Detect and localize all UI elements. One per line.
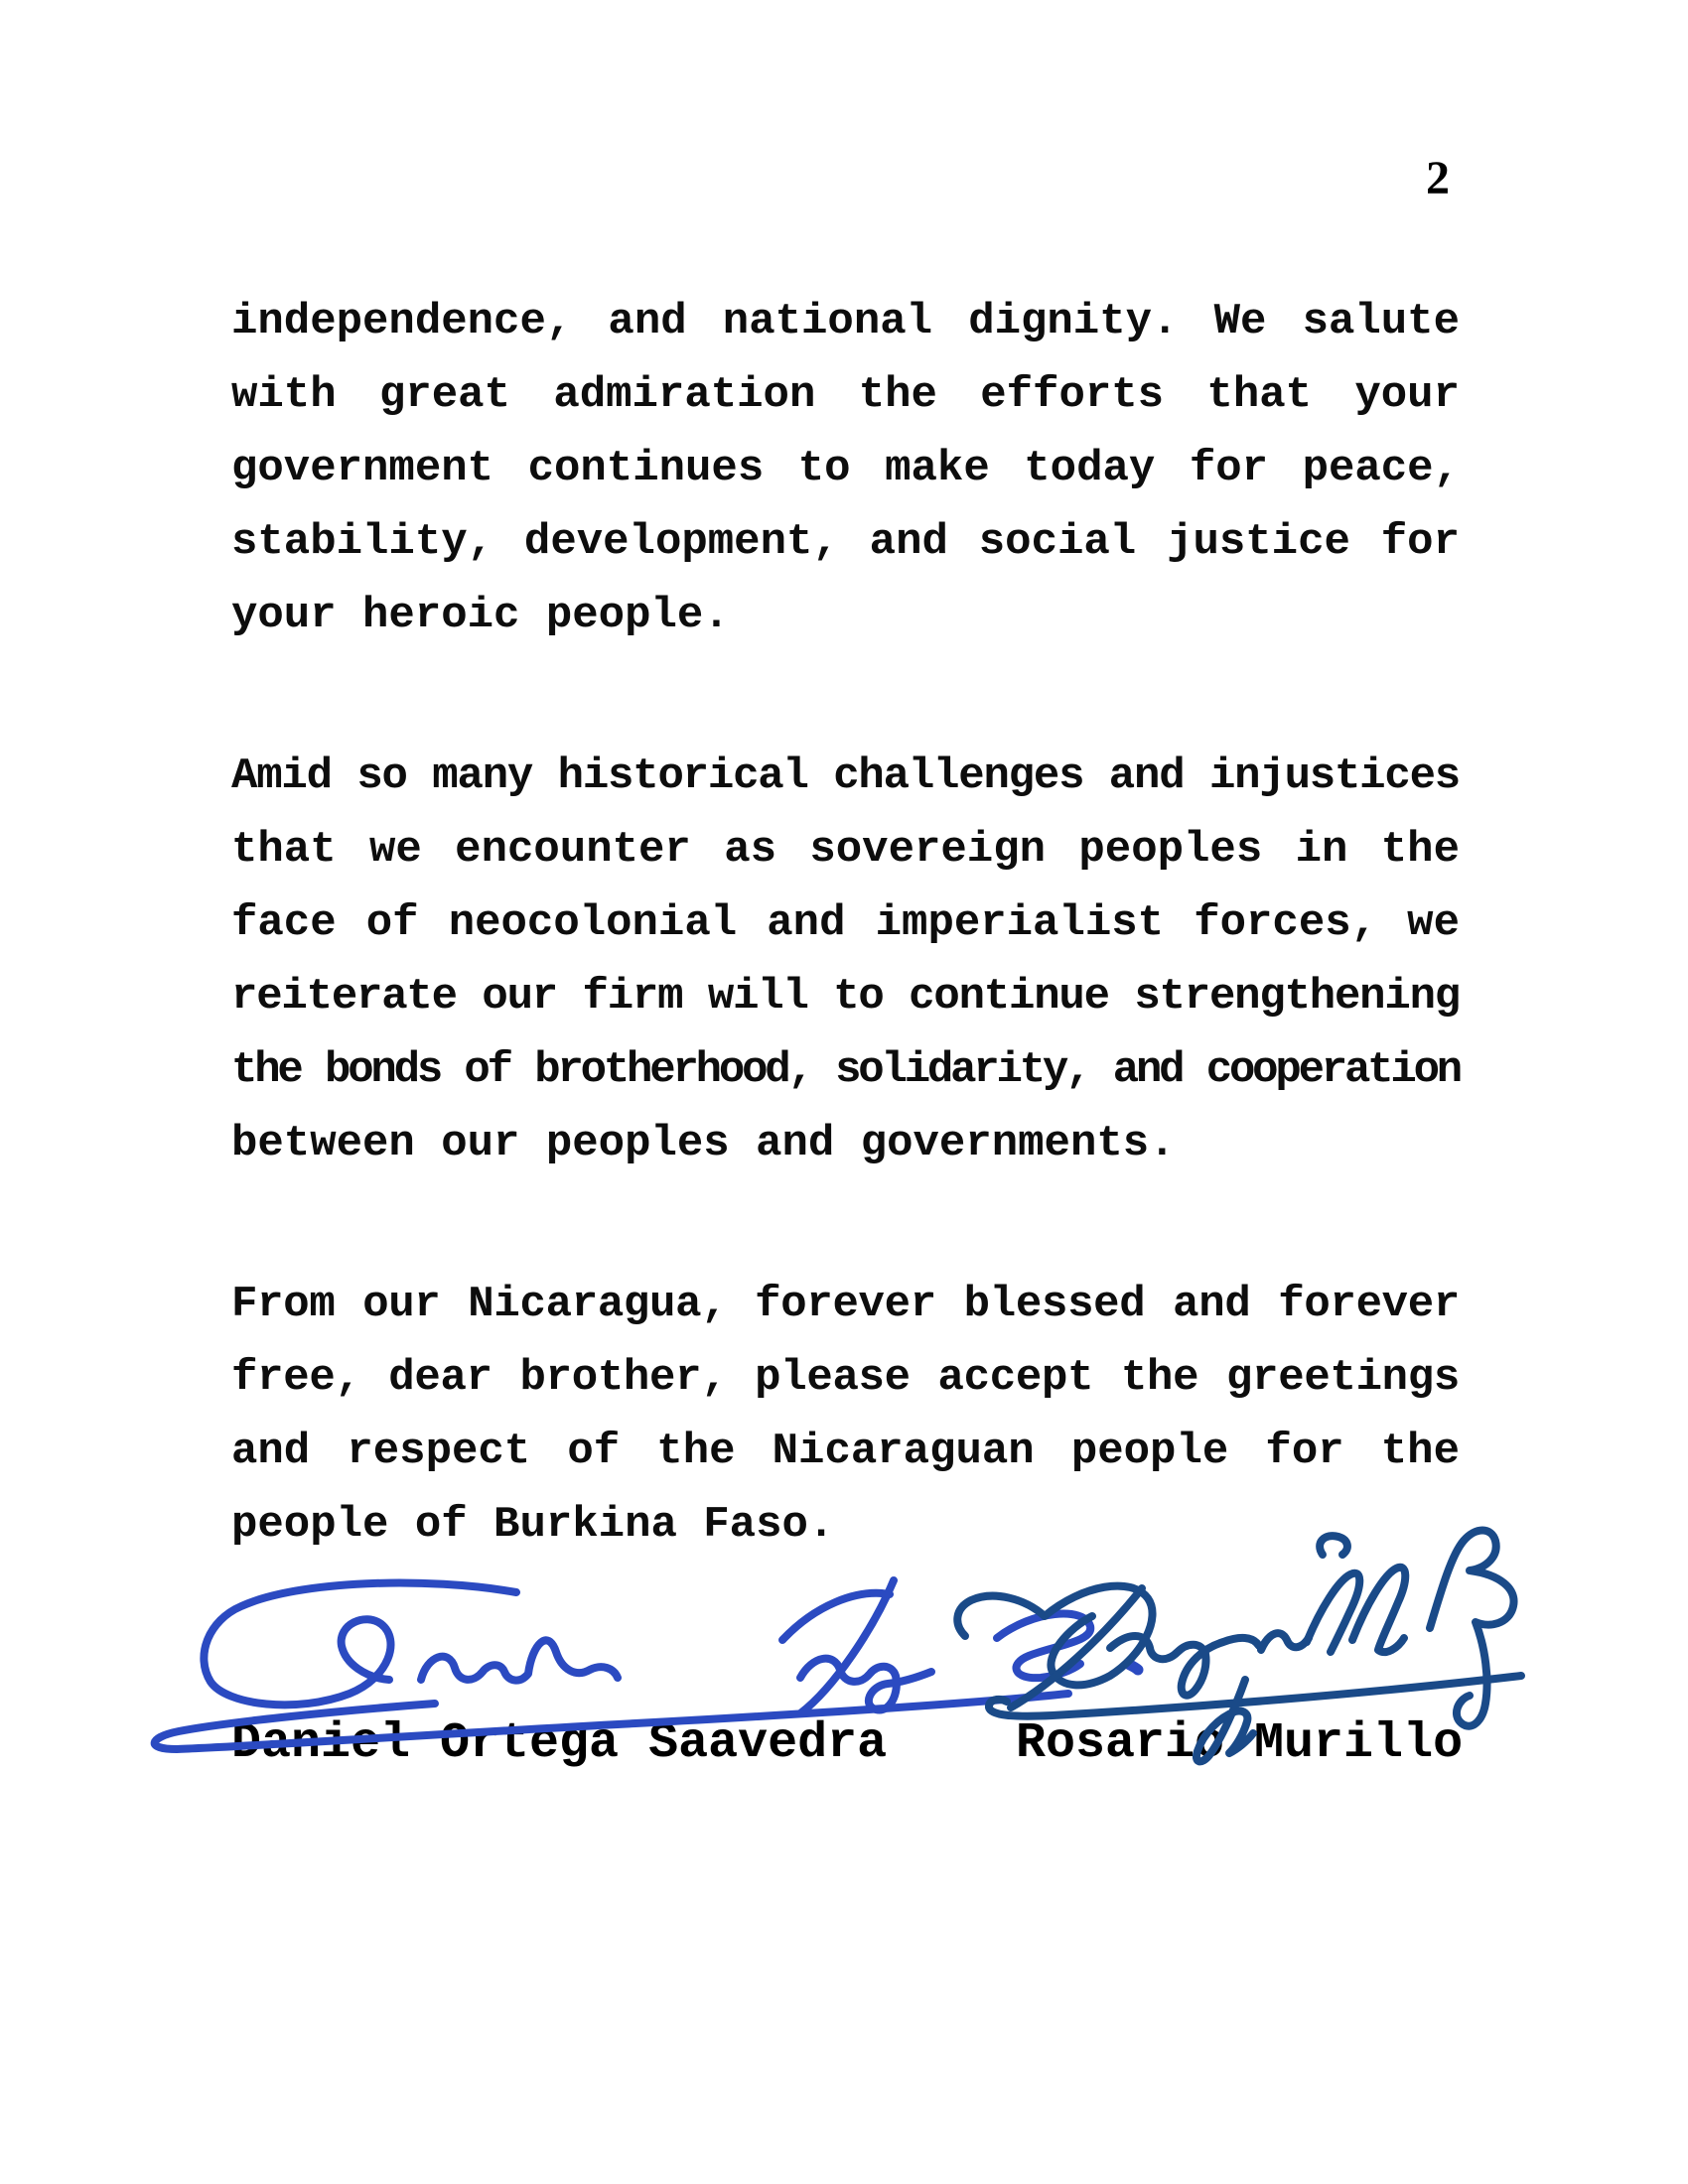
letter-line: From our Nicaragua, forever blessed and forever <box>231 1280 1460 1329</box>
signatory-name-rosario-murillo: Rosario Murillo <box>1016 1715 1464 1772</box>
letter-line: that we encounter as sovereign peoples in the <box>231 825 1460 875</box>
letter-line: the bonds of brotherhood, solidarity, and cooperation <box>231 1045 1460 1095</box>
letter-line: face of neocolonial and imperialist forces, we <box>231 898 1460 948</box>
letter-line: your heroic people. <box>231 591 730 640</box>
letter-line: independence, and national dignity. We salute <box>231 297 1460 346</box>
paragraph-2 <box>231 740 1460 1180</box>
paragraph-3 <box>231 1268 1460 1562</box>
letter-line: reiterate our firm will to continue strengthening <box>231 972 1460 1022</box>
paragraph-1 <box>231 285 1460 652</box>
letter-line: government continues to make today for peace, <box>231 444 1460 493</box>
letter-body <box>231 285 1460 1562</box>
letter-line: stability, development, and social justice for <box>231 517 1460 567</box>
letter-line: free, dear brother, please accept the greetings <box>231 1353 1460 1403</box>
letter-line: and respect of the Nicaraguan people for the <box>231 1427 1460 1476</box>
letter-line: Amid so many historical challenges and injustices <box>231 751 1460 801</box>
letter-line: between our peoples and governments. <box>231 1119 1176 1168</box>
letter-line: people of Burkina Faso. <box>231 1500 835 1550</box>
page-number: 2 <box>1426 152 1450 205</box>
letter-line: with great admiration the efforts that your <box>231 370 1460 420</box>
signatory-name-daniel-ortega: Daniel Ortega Saavedra <box>231 1715 888 1772</box>
